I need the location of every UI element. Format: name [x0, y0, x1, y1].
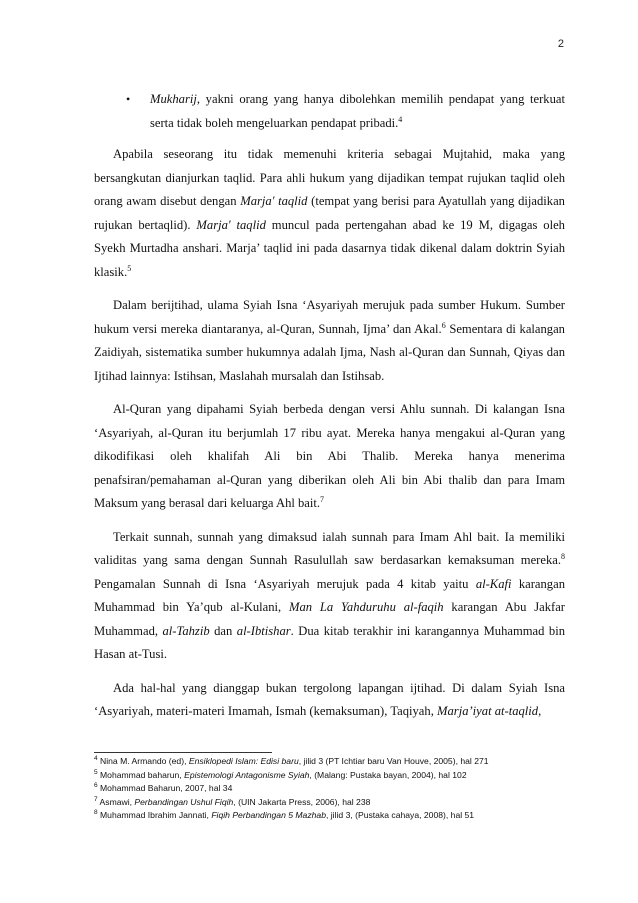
footnote-7 — [94, 796, 574, 810]
footnote-ref-6: 6 — [441, 320, 446, 330]
paragraph-taqlid — [94, 143, 565, 284]
paragraph-ijtihad-sources — [94, 294, 565, 388]
footnote-4 — [94, 755, 574, 769]
p2-text-b: Sementara di kalangan Zaidiyah, sistematika sumber hukumnya adalah Ijma, Nash al-Quran dan Sunnah, Qiyas dan Ijtihad lainnya: Istihsan, Maslahah mursalah dan Istihsab. — [94, 321, 565, 383]
p4-italic-al-kafi: al-Kafi — [475, 576, 512, 591]
footnote-separator — [94, 752, 272, 753]
footnote-title: Perbandingan Ushul Fiqih — [134, 796, 234, 807]
footnote-text: , jilid 3 (PT Ichtiar baru Van Houve, 2005), hal 271 — [298, 756, 489, 766]
bullet-dot-icon: • — [126, 92, 131, 106]
p4-text-c: karangan Muhammad bin Ya’qub al-Kulani, — [94, 576, 565, 614]
footnote-title: Ensiklopedi Islam: Edisi baru — [188, 756, 299, 766]
footnote-ref-4: 4 — [398, 114, 403, 124]
footnote-8 — [94, 809, 574, 823]
page-number: 2 — [557, 38, 564, 50]
footnote-num: 5 — [94, 768, 98, 776]
p3-text-a: Al-Quran yang dipahami Syiah berbeda dengan versi Ahlu sunnah. Di kalangan Isna ‘Asyariyah, al-Quran itu berjumlah 17 ribu ayat. Mereka hanya mengakui al-Quran yang dikodifikasi oleh khalifah Ali bin Abi Thalib. Mereka hanya menerima penafsiran/pemahaman al-Quran yang diberikan oleh Ali bin Abi thalib dan para Imam Maksum yang berasal dari keluarga Ahl bait. — [94, 402, 565, 510]
p2-text-a: Dalam berijtihad, ulama Syiah Isna ‘Asyariyah merujuk pada sumber Hukum. Sumber hukum versi mereka diantaranya, al-Quran, Sunnah, Ijma’ dan Akal. — [94, 298, 565, 336]
p4-text-e: dan — [209, 623, 237, 638]
p5-italic-marjaiyat: Marja’iyat at-taqlid — [437, 704, 539, 718]
footnote-ref-8: 8 — [561, 551, 565, 561]
footnote-num: 7 — [94, 795, 98, 803]
footnote-5 — [94, 769, 574, 783]
bullet-term: Mukharij — [150, 92, 197, 106]
footnote-ref-5: 5 — [127, 263, 132, 273]
footnote-title: Epistemologi Antagonisme Syiah — [184, 769, 310, 780]
footnote-6 — [94, 782, 574, 796]
bullet-item-mukharij — [94, 88, 565, 135]
p4-text-b: Pengamalan Sunnah di Isna ‘Asyariyah merujuk pada 4 kitab yaitu — [94, 576, 476, 591]
paragraph-sunnah — [94, 526, 565, 667]
p1-text-c: muncul pada pertengahan abad ke 19 M, digagas oleh Syekh Murtadha anshari. Marja’ taqlid ini pada dasarnya tidak dikenal dalam doktrin Syiah klasik. — [94, 217, 565, 279]
footnote-num: 6 — [94, 782, 98, 790]
footnote-text: Nina M. Armando (ed), — [97, 756, 189, 766]
p4-italic-al-ibtishar: al-Ibtishar — [236, 623, 291, 638]
p5-text-a: Ada hal-hal yang dianggap bukan tergolong lapangan ijtihad. Di dalam Syiah Isna ‘Asyariyah, materi-materi Imamah, Ismah (kemaksuman), Taqiyah, — [94, 680, 565, 718]
footnote-text: Mohammad baharun, — [97, 769, 185, 780]
p1-italic-marja-taqlid-2: Marja' taqlid — [196, 217, 266, 232]
p1-text-b: (tempat yang berisi para Ayatullah yang dijadikan rujukan bertaqlid). — [94, 194, 565, 232]
p4-text-a: Terkait sunnah, sunnah yang dimaksud ialah sunnah para Imam Ahl bait. Ia memiliki validitas yang sama dengan Sunnah Rasulullah saw berdasarkan kemaksuman mereka. — [94, 529, 565, 567]
footnote-text: , (Malang: Pustaka bayan, 2004), hal 102 — [309, 769, 467, 780]
p4-text-d: karangan Abu Jakfar Muhammad, — [94, 600, 565, 638]
p1-italic-marja-taqlid-1: Marja' taqlid — [240, 194, 308, 208]
footnote-text: Muhammad Ibrahim Jannati, — [97, 810, 212, 820]
p4-text-f: . Dua kitab terakhir ini karangannya Muhammad bin Hasan at-Tusi. — [94, 623, 565, 661]
bullet-text: , yakni orang yang hanya dibolehkan memilih pendapat yang terkuat serta tidak boleh mengeluarkan pendapat pribadi. — [150, 92, 565, 130]
paragraph-al-quran — [94, 398, 565, 516]
footnote-text: , jilid 3, (Pustaka cahaya, 2008), hal 51 — [325, 810, 475, 820]
footnote-text: Asmawi, — [97, 796, 135, 807]
p4-italic-al-tahzib: al-Tahzib — [162, 623, 210, 638]
footnote-text: , (UIN Jakarta Press, 2006), hal 238 — [233, 796, 371, 807]
footnote-num: 4 — [94, 755, 98, 763]
body-text — [94, 88, 565, 724]
paragraph-non-ijtihad — [94, 677, 565, 724]
footnote-ref-7: 7 — [320, 494, 325, 504]
footnotes — [94, 755, 574, 823]
p1-text-a: Apabila seseorang itu tidak memenuhi kriteria sebagai Mujtahid, maka yang bersangkutan dianjurkan taqlid. Para ahli hukum yang dijadikan tempat rujukan taqlid oleh orang awam disebut dengan — [94, 147, 565, 208]
p4-italic-man-la-yahduruhu: Man La Yahduruhu al-faqih — [289, 600, 444, 614]
footnote-text: Mohammad Baharun, 2007, hal 34 — [97, 783, 233, 793]
footnote-title: Fiqih Perbandingan 5 Mazhab — [211, 810, 326, 820]
p5-text-b: , — [538, 704, 542, 718]
footnote-num: 8 — [94, 809, 98, 817]
